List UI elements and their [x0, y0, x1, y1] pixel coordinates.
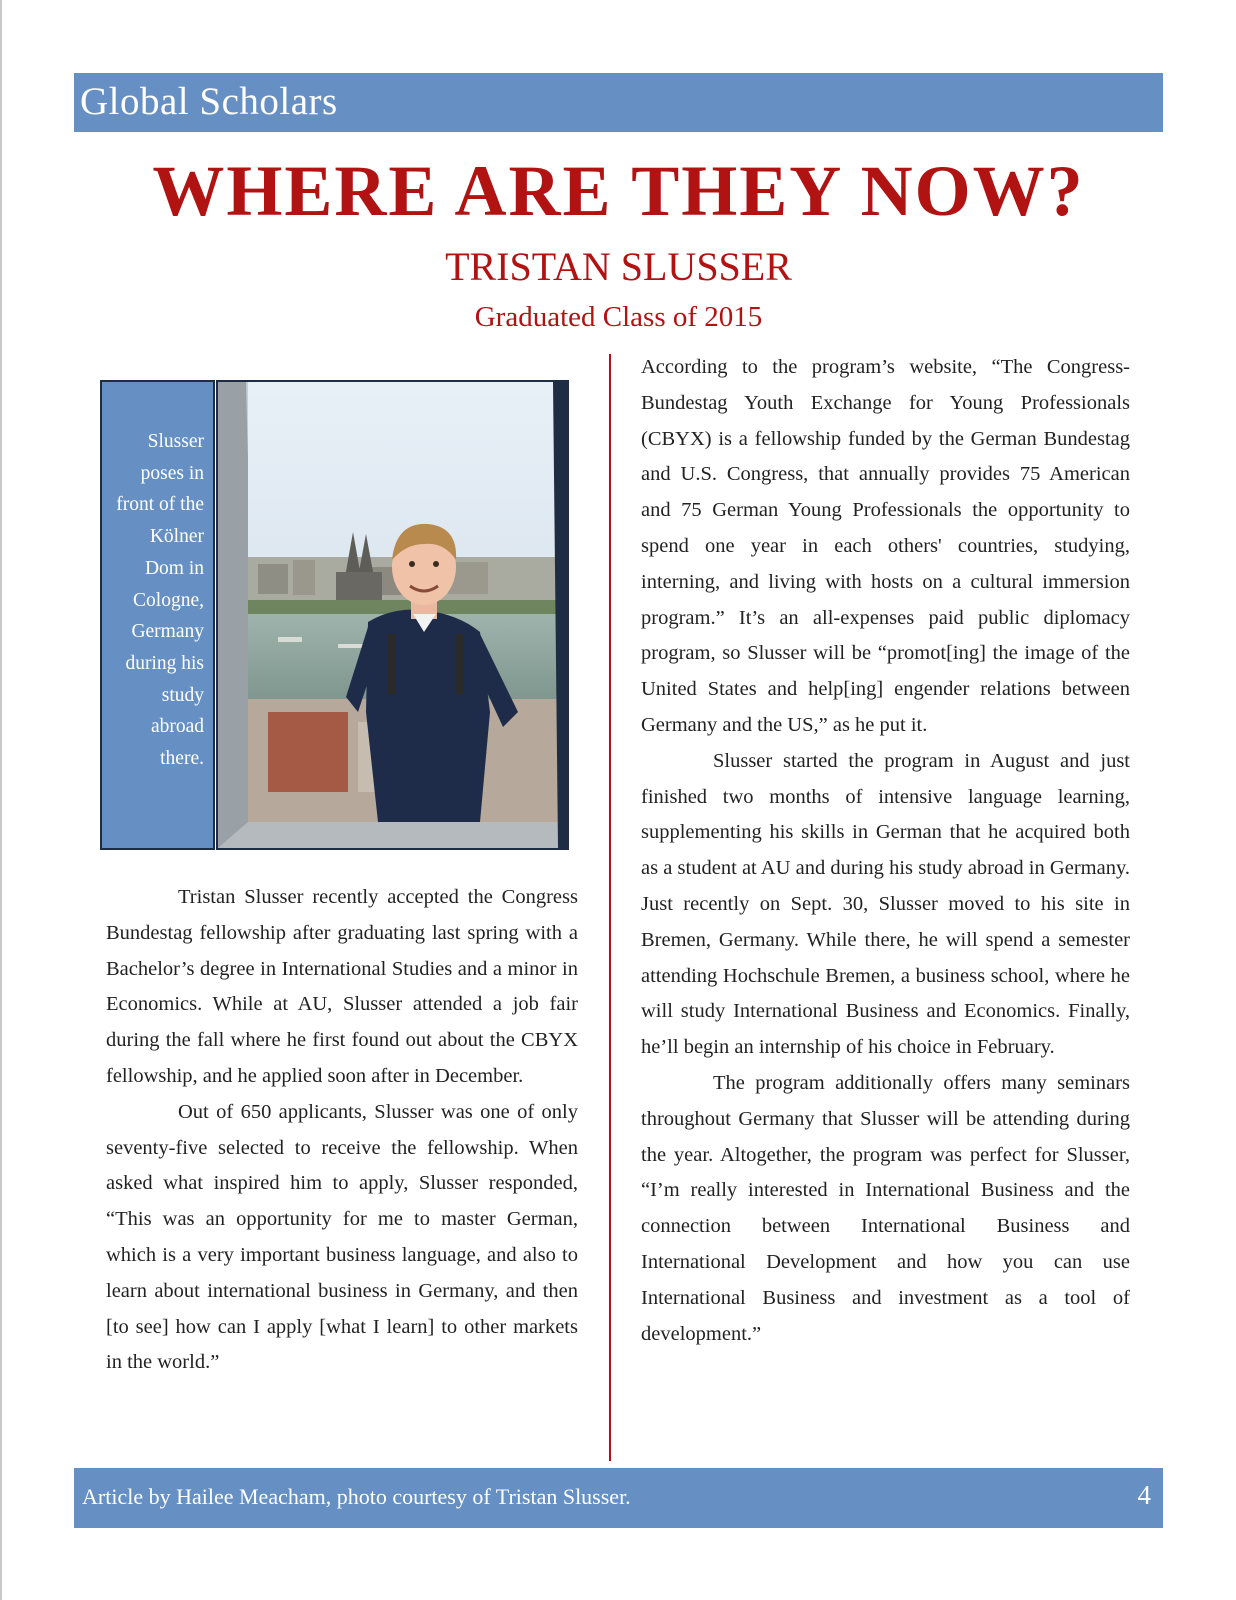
page-number: 4 [1137, 1480, 1151, 1510]
article-headline: WHERE ARE THEY NOW? [152, 151, 1085, 231]
article-credit: Article by Hailee Meacham, photo courtesy of Tristan Slusser. [82, 1484, 631, 1509]
photo-caption-box [100, 380, 215, 850]
right-column-text [641, 350, 1130, 1352]
page-edge-rule [0, 0, 2, 1600]
graduation-class: Graduated Class of 2015 [474, 301, 763, 333]
section-title: Global Scholars [80, 80, 338, 123]
article-photo [216, 380, 569, 850]
column-divider [609, 354, 611, 1461]
paragraph: Slusser started the program in August and just finished two months of intensive language learning, supplementing his skills in German that he acquired both as a student at AU and during his study abroad in Germany. Just recently on Sept. 30, Slusser moved to his site in Bremen, Germany. While there, he will spend a semester attending Hochschule Bremen, a business school, where he will study International Business and Economics. Finally, he’ll begin an internship of his choice in February. [641, 749, 1130, 1059]
section-header-bar [74, 73, 1163, 132]
left-column-text [106, 880, 578, 1381]
subject-name: TRISTAN SLUSSER [445, 244, 792, 289]
footer-bar [74, 1468, 1163, 1528]
paragraph: Out of 650 applicants, Slusser was one of only seventy-five selected to receive the fellowship. When asked what inspired him to apply, Slusser responded, “This was an opportunity for me to master German, which is a very important business language, and also to learn about international business in Germany, and then [to see] how can I apply [what I learn] to other markets in the world.” [106, 1100, 578, 1374]
paragraph: Tristan Slusser recently accepted the Congress Bundestag fellowship after graduating last spring with a Bachelor’s degree in International Studies and a minor in Economics. While at AU, Slusser attended a job fair during the fall where he first found out about the CBYX fellowship, and he applied soon after in December. [106, 886, 578, 1087]
paragraph: The program additionally offers many seminars throughout Germany that Slusser will be attending during the year. Altogether, the program was perfect for Slusser, “I’m really interested in International Business and the connection between International Business and International Development and how you can use International Business and investment as a tool of development.” [641, 1071, 1130, 1345]
paragraph: According to the program’s website, “The Congress-Bundestag Youth Exchange for Young Professionals (CBYX) is a fellowship funded by the German Bundestag and U.S. Congress, that annually provides 75 American and 75 German Young Professionals the opportunity to spend one year in each others' countries, studying, interning, and living with hosts on a cultural immersion program.” It’s an all-expenses paid public diplomacy program, so Slusser will be “promot[ing] the image of the United States and help[ing] engender relations between Germany and the US,” as he put it. [641, 356, 1130, 736]
cologne-photo-illustration [218, 382, 567, 848]
photo-caption: Slusser poses in front of the Kölner Dom in Cologne, Germany during his study abroad there. [116, 431, 204, 770]
